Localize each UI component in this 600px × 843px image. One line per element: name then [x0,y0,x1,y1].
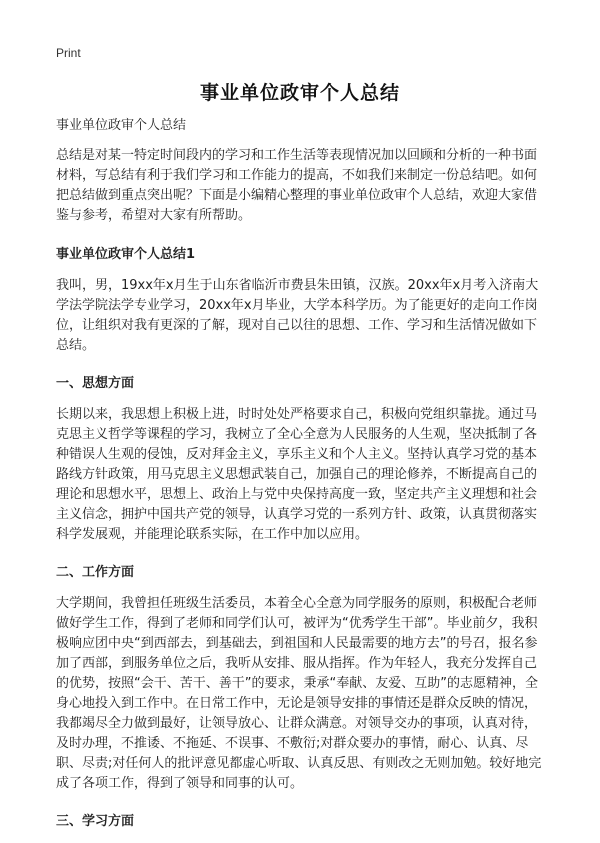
intro-paragraph: 总结是对某一特定时间段内的学习和工作生活等表现情况加以回顾和分析的一种书面材料，写总结有利于我们学习和工作能力的提高，不如我们来制定一份总结吧。如何把总结做到重点突出呢？下面是小编精心整理的事业单位政审个人总结，欢迎大家借鉴与参考，希望对大家有所帮助。 [56,148,538,223]
work-paragraph: 大学期间，我曾担任班级生活委员，本着全心全意为同学服务的原则，积极配合老师做好学生工作，得到了老师和同学们认可，被评为“优秀学生干部”。毕业前夕，我积极响应团中央“到西部去，到基础去，到祖国和人民最需要的地方去”的号召，报名参加了西部，到服务单位之后，我听从安排、服从指挥。作为年轻人，我充分发挥自己的优势，按照“会干、苦干、善干”的要求，秉承“奉献、友爱、互助”的志愿精神，全身心地投入到工作中。在日常工作中，无论是领导安排的事情还是群众反映的情况，我都竭尽全力做到最好，让领导放心、让群众满意。对领导交办的事项，认真对待，及时办理，不推诿、不拖延、不误事、不敷衍;对群众要办的事情，耐心、认真、尽职、尽责;对任何人的批评意见都虚心听取、认真反思、有则改之无则加勉。较好地完成了各项工作，得到了领导和同事的认可。 [56,596,542,791]
heading-work: 二、工作方面 [56,565,135,580]
page-title: 事业单位政审个人总结 [199,82,400,104]
heading-thought: 一、思想方面 [56,376,135,391]
article-body [56,116,548,843]
section-heading-1: 事业单位政审个人总结1 [56,247,196,262]
personal-info-paragraph: 我叫，男，19xx年x月生于山东省临沂市费县朱田镇，汉族。20xx年x月考入济南大学法学院法学专业学习，20xx年x月毕业，大学本科学历。为了能更好的走向工作岗位，让组织对我有更深的了解，现对自己以往的思想、工作、学习和生活情况做如下总结。 [56,278,539,353]
article-subtitle: 事业单位政审个人总结 [56,118,187,133]
heading-study: 三、学习方面 [56,814,135,829]
thought-paragraph: 长期以来，我思想上积极上进，时时处处严格要求自己，积极向党组织靠拢。通过马克思主义哲学等课程的学习，我树立了全心全意为人民服务的人生观，坚决抵制了各种错误人生观的侵蚀，反对拜金主义，享乐主义和个人主义。坚持认真学习党的基本路线方针政策，用马克思主义思想武装自己，加强自己的理论修养，不断提高自己的理论和思想水平，思想上、政治上与党中央保持高度一致，坚定共产主义理想和社会主义信念，拥护中国共产党的领导，认真学习党的一系列方针、政策，认真贯彻落实科学发展观，并能理论联系实际，在工作中加以应用。 [56,407,538,542]
print-link[interactable]: Print [56,46,81,60]
